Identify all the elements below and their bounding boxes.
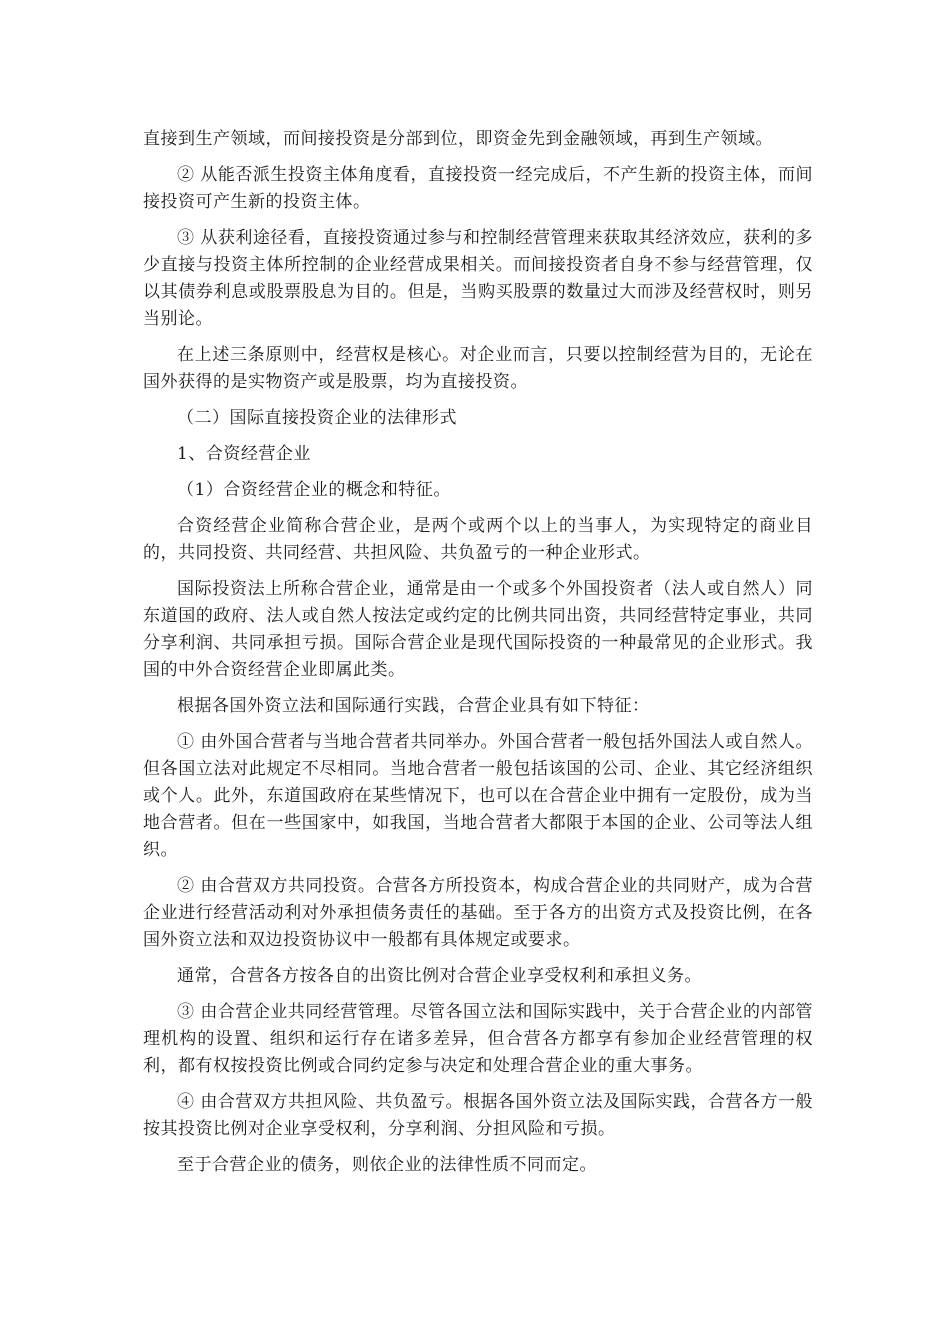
paragraph-feature-3: ③ 由合营企业共同经营管理。尽管各国立法和国际实践中，关于合营企业的内部管理机构的设置、组织和运行存在诸多差异，但合营各方都享有参加企业经营管理的权利，都有权按投资比例或合同约定参与决定和处理合营企业的重大事务。 (143, 1002, 813, 1076)
section-heading: （二）国际直接投资企业的法律形式 (177, 408, 457, 428)
paragraph-point-2: ② 从能否派生投资主体角度看，直接投资一经完成后，不产生新的投资主体，而间接投资可产生新的投资主体。 (143, 165, 813, 212)
paragraph-feature-2-note: 通常，合营各方按各自的出资比例对合营企业享受权利和承担义务。 (177, 966, 702, 986)
paragraph-summary: 在上述三条原则中，经营权是核心。对企业而言，只要以控制经营为目的，无论在国外获得的是实物资产或是股票，均为直接投资。 (143, 345, 813, 392)
paragraph-feature-4: ④ 由合营双方共担风险、共负盈亏。根据各国外资立法及国际实践，合营各方一般按其投资比例对企业享受权利，分享利润、分担风险和亏损。 (143, 1092, 813, 1139)
paragraph-point-3: ③ 从获利途径看，直接投资通过参与和控制经营管理来获取其经济效应，获利的多少直接与投资主体所控制的企业经营成果相关。而间接投资者自身不参与经营管理，仅以其债券利息或股票股息为目的。但是，当购买股票的数量过大而涉及经营权时，则另当别论。 (143, 228, 813, 329)
sub-subsection-heading: （1）合资经营企业的概念和特征。 (177, 480, 451, 500)
paragraph-features-intro: 根据各国外资立法和国际通行实践，合营企业具有如下特征： (177, 696, 650, 716)
paragraph-definition: 合资经营企业简称合营企业，是两个或两个以上的当事人，为实现特定的商业目的，共同投资、共同经营、共担风险、共负盈亏的一种企业形式。 (143, 516, 813, 563)
paragraph-continuation: 直接到生产领域，而间接投资是分部到位，即资金先到金融领域，再到生产领域。 (143, 129, 773, 149)
paragraph-feature-2: ② 由合营双方共同投资。合营各方所投资本，构成合营企业的共同财产，成为合营企业进行经营活动利对外承担债务责任的基础。至于各方的出资方式及投资比例，在各国外资立法和双边投资协议中一般都有具体规定或要求。 (143, 876, 813, 950)
paragraph-debts: 至于合营企业的债务，则依企业的法律性质不同而定。 (177, 1155, 597, 1175)
paragraph-international-definition: 国际投资法上所称合营企业，通常是由一个或多个外国投资者（法人或自然人）同东道国的政府、法人或自然人按法定或约定的比例共同出资，共同经营特定事业，共同分享利润、共同承担亏损。国际合营企业是现代国际投资的一种最常见的企业形式。我国的中外合资经营企业即属此类。 (143, 579, 813, 680)
paragraph-feature-1: ① 由外国合营者与当地合营者共同举办。外国合营者一般包括外国法人或自然人。但各国立法对此规定不尽相同。当地合营者一般包括该国的公司、企业、其它经济组织或个人。此外，东道国政府在某些情况下，也可以在合营企业中拥有一定股份，成为当地合营者。但在一些国家中，如我国，当地合营者大都限于本国的企业、公司等法人组织。 (143, 732, 813, 860)
subsection-heading: 1、合资经营企业 (177, 444, 311, 464)
document-body (143, 126, 813, 1188)
